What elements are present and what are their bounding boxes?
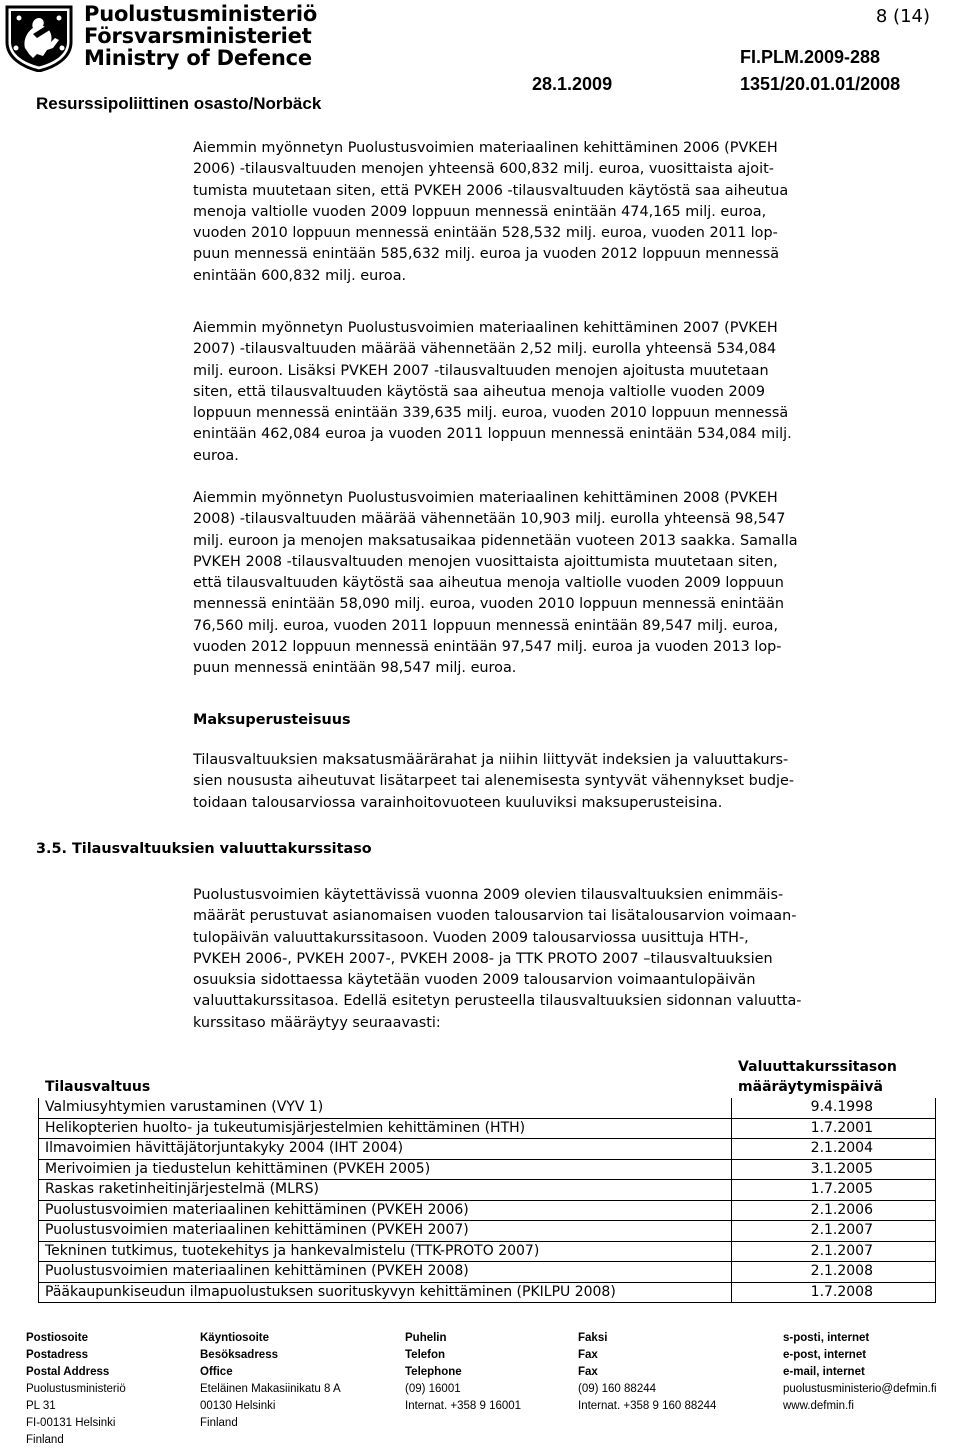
text-line: Aiemmin myönnetyn Puolustusvoimien materiaalinen kehittäminen 2008 (PVKEH: [193, 490, 778, 506]
footer-value: Puolustusministeriö: [26, 1383, 126, 1395]
coat-of-arms-logo: [3, 4, 75, 72]
document-date: 28.1.2009: [532, 74, 613, 94]
footer-label: Telefon: [405, 1349, 446, 1361]
text-line: että tilausvaltuuden käytöstä saa aiheutua menoja valtiolle vuoden 2009 loppuun: [193, 575, 784, 592]
paragraph-pvkeh-2006: [193, 138, 941, 287]
footer-postal-address: [26, 1330, 126, 1449]
table-cell-name: Puolustusvoimien materiaalinen kehittäminen (PVKEH 2008): [39, 1262, 732, 1283]
table-row: [39, 1262, 936, 1283]
table-cell-name: Valmiusyhtymien varustaminen (VYV 1): [39, 1098, 732, 1119]
text-line: mennessä enintään 58,090 milj. euroa, vuoden 2010 loppuun mennessä enintään: [193, 596, 785, 613]
text-line: 2008) -tilausvaltuuden määrää vähennetään 10,903 milj. eurolla yhteensä 98,547: [193, 511, 786, 528]
text-line: Tilausvaltuuksien maksatusmäärärahat ja niihin liittyvät indeksien ja valuuttakurs-: [193, 752, 789, 768]
table-cell-date: 2.1.2004: [732, 1139, 936, 1160]
text-line: enintään 462,084 euroa ja vuoden 2011 loppuun mennessä enintään 534,084 milj.: [193, 426, 792, 443]
footer-value: Eteläinen Makasiinikatu 8 A: [200, 1383, 341, 1395]
text-line: tulopäivän valuuttakurssitasoon. Vuoden 2009 talousarviossa uusittuja HTH-,: [193, 929, 749, 946]
table-cell-date: 2.1.2007: [732, 1221, 936, 1242]
text-line: vuoden 2010 loppuun mennessä enintään 528,532 milj. euroa, vuoden 2011 lop-: [193, 225, 778, 242]
table-cell-date: 3.1.2005: [732, 1159, 936, 1180]
footer-label: Fax: [578, 1366, 598, 1378]
footer-email-internet: [783, 1330, 937, 1415]
org-name-en: Ministry of Defence: [84, 46, 312, 70]
text-line: vuoden 2012 loppuun mennessä enintään 97,547 milj. euroa ja vuoden 2013 lop-: [193, 639, 782, 656]
text-line: valuuttakurssitasoa. Edellä esitetyn perusteella tilausvaltuuksien sidonnan valuutta-: [193, 993, 802, 1010]
text-line: PVKEH 2008 -tilausvaltuuden menojen vuosittaista ajoittumista muutetaan siten,: [193, 553, 778, 570]
footer-value: PL 31: [26, 1400, 56, 1412]
text-line: Puolustusvoimien käytettävissä vuonna 2009 olevien tilausvaltuuksien enimmäis-: [193, 887, 784, 903]
table-cell-name: Merivoimien ja tiedustelun kehittäminen (PVKEH 2005): [39, 1159, 732, 1180]
text-line: osuuksia sidottaessa käytetään vuoden 2009 talousarvion voimaantulopäivän: [193, 972, 756, 989]
table-row: [39, 1241, 936, 1262]
table-row: [39, 1159, 936, 1180]
text-line: 2006) -tilausvaltuuden menojen yhteensä 600,832 milj. euroa, vuosittaista ajoit-: [193, 161, 774, 178]
table-row: [39, 1098, 936, 1119]
text-line: enintään 600,832 milj. euroa.: [193, 267, 407, 284]
table-row: [39, 1180, 936, 1201]
org-name-fi: Puolustusministeriö: [84, 2, 318, 26]
text-line: kurssitaso määräytyy seuraavasti:: [193, 1014, 441, 1031]
text-line: loppuun mennessä enintään 339,635 milj. euroa, vuoden 2010 loppuun mennessä: [193, 405, 789, 422]
section-heading: 3.5. Tilausvaltuuksien valuuttakurssitaso: [36, 841, 372, 857]
table-row: [39, 1118, 936, 1139]
table-cell-date: 1.7.2005: [732, 1180, 936, 1201]
text-line: Aiemmin myönnetyn Puolustusvoimien materiaalinen kehittäminen 2007 (PVKEH: [193, 320, 778, 336]
document-reference: FI.PLM.2009-288: [740, 47, 881, 67]
footer-telephone: [405, 1330, 521, 1415]
footer-value: Internat. +358 9 16001: [405, 1400, 522, 1412]
org-name-sv: Försvarsministeriet: [84, 24, 312, 48]
text-line: puun mennessä enintään 585,632 milj. euroa ja vuoden 2012 loppuun mennessä: [193, 246, 780, 263]
footer-label: s-posti, internet: [783, 1332, 870, 1344]
text-line: milj. euroon. Lisäksi PVKEH 2007 -tilausvaltuuden menojen ajoitusta muutetaan: [193, 362, 769, 379]
table-cell-name: Tekninen tutkimus, tuotekehitys ja hankevalmistelu (TTK-PROTO 2007): [39, 1241, 732, 1262]
table-cell-date: 1.7.2008: [732, 1282, 936, 1303]
paragraph-pvkeh-2008: [193, 488, 941, 680]
table-row: [39, 1200, 936, 1221]
footer-label: Telephone: [405, 1366, 462, 1378]
text-line: määrät perustuvat asianomaisen vuoden talousarvion tai lisätalousarvion voimaan-: [193, 908, 797, 925]
column-header-date: [732, 1058, 936, 1098]
footer-value: Internat. +358 9 160 88244: [578, 1400, 717, 1412]
footer-label: Postal Address: [26, 1366, 110, 1378]
document-number: 1351/20.01.01/2008: [740, 74, 901, 94]
footer-label: Postiosoite: [26, 1332, 88, 1344]
footer-value: Finland: [200, 1417, 238, 1429]
text-line: menoja valtiolle vuoden 2009 loppuun mennessä enintään 474,165 milj. euroa,: [193, 203, 767, 220]
footer-label: e-mail, internet: [783, 1366, 865, 1378]
text-line: siten, että tilausvaltuuden käytöstä saa aiheutua menoja valtiolle vuoden 2009: [193, 383, 766, 400]
footer-email[interactable]: puolustusministerio@defmin.fi: [783, 1383, 937, 1395]
footer-value: (09) 16001: [405, 1383, 461, 1395]
text-line: euroa.: [193, 447, 239, 464]
footer-label: Fax: [578, 1349, 598, 1361]
table-cell-name: Puolustusvoimien materiaalinen kehittäminen (PVKEH 2006): [39, 1200, 732, 1221]
text-line: PVKEH 2006-, PVKEH 2007-, PVKEH 2008- ja TTK PROTO 2007 –tilausvaltuuksien: [193, 950, 773, 967]
text-line: puun mennessä enintään 98,547 milj. euroa.: [193, 660, 517, 677]
table-cell-date: 9.4.1998: [732, 1098, 936, 1119]
footer-label: Postadress: [26, 1349, 89, 1361]
table-row: [39, 1282, 936, 1303]
paragraph-pvkeh-2007: [193, 318, 941, 467]
footer-visiting-address: [200, 1330, 341, 1432]
table-cell-name: Ilmavoimien hävittäjätorjuntakyky 2004 (IHT 2004): [39, 1139, 732, 1160]
footer-label: e-post, internet: [783, 1349, 867, 1361]
footer-value: 00130 Helsinki: [200, 1400, 276, 1412]
text-line: toidaan talousarviossa varainhoitovuoteen kuuluviksi maksuperusteisina.: [193, 794, 723, 811]
table-header-row: [39, 1058, 936, 1098]
paragraph-valuuttakurssitaso: [193, 885, 941, 1034]
footer-website[interactable]: www.defmin.fi: [783, 1400, 854, 1412]
table-cell-name: Raskas raketinheitinjärjestelmä (MLRS): [39, 1180, 732, 1201]
footer-label: Käyntiosoite: [200, 1332, 270, 1344]
department-unit: Resurssipoliittinen osasto/Norbäck: [36, 94, 322, 113]
column-header-tilausvaltuus: Tilausvaltuus: [45, 1078, 151, 1095]
table-cell-date: 2.1.2006: [732, 1200, 936, 1221]
footer-label: Office: [200, 1366, 233, 1378]
table-cell-name: Helikopterien huolto- ja tukeutumisjärjestelmien kehittäminen (HTH): [39, 1118, 732, 1139]
footer-value: FI-00131 Helsinki: [26, 1417, 116, 1429]
footer-label: Puhelin: [405, 1332, 447, 1344]
table-row: [39, 1139, 936, 1160]
table-cell-date: 1.7.2001: [732, 1118, 936, 1139]
text-line: Aiemmin myönnetyn Puolustusvoimien materiaalinen kehittäminen 2006 (PVKEH: [193, 140, 778, 156]
table-cell-date: 2.1.2007: [732, 1241, 936, 1262]
table-cell-name: Puolustusvoimien materiaalinen kehittäminen (PVKEH 2007): [39, 1221, 732, 1242]
footer-label: Besöksadress: [200, 1349, 278, 1361]
text-line: sien noususta aiheutuvat lisätarpeet tai alenemisesta syntyvät vähennykset budje-: [193, 773, 795, 790]
footer-value: Finland: [26, 1434, 64, 1446]
authorization-table: [38, 1057, 936, 1303]
table-cell-name: Pääkaupunkiseudun ilmapuolustuksen suorituskyvyn kehittäminen (PKILPU 2008): [39, 1282, 732, 1303]
text-line: milj. euroon ja menojen maksatusaikaa pidennetään vuoteen 2013 saakka. Samalla: [193, 532, 798, 549]
footer-label: Faksi: [578, 1332, 608, 1344]
text-line: 76,560 milj. euroa, vuoden 2011 loppuun mennessä enintään 89,547 milj. euroa,: [193, 617, 779, 634]
text-line: 2007) -tilausvaltuuden määrää vähennetään 2,52 milj. eurolla yhteensä 534,084: [193, 341, 777, 358]
table-row: [39, 1221, 936, 1242]
footer-value: (09) 160 88244: [578, 1383, 657, 1395]
table-cell-date: 2.1.2008: [732, 1262, 936, 1283]
column-header-line: Valuuttakurssitason: [738, 1059, 897, 1075]
paragraph-maksuperusteisuus: [193, 750, 941, 814]
text-line: tumista muutetaan siten, että PVKEH 2006 -tilausvaltuuden käytöstä saa aiheutua: [193, 182, 789, 199]
page-number: 8 (14): [875, 6, 930, 27]
column-header-line: määräytymispäivä: [738, 1078, 883, 1095]
subheading-maksuperusteisuus: Maksuperusteisuus: [193, 712, 351, 728]
footer-fax: [578, 1330, 716, 1415]
